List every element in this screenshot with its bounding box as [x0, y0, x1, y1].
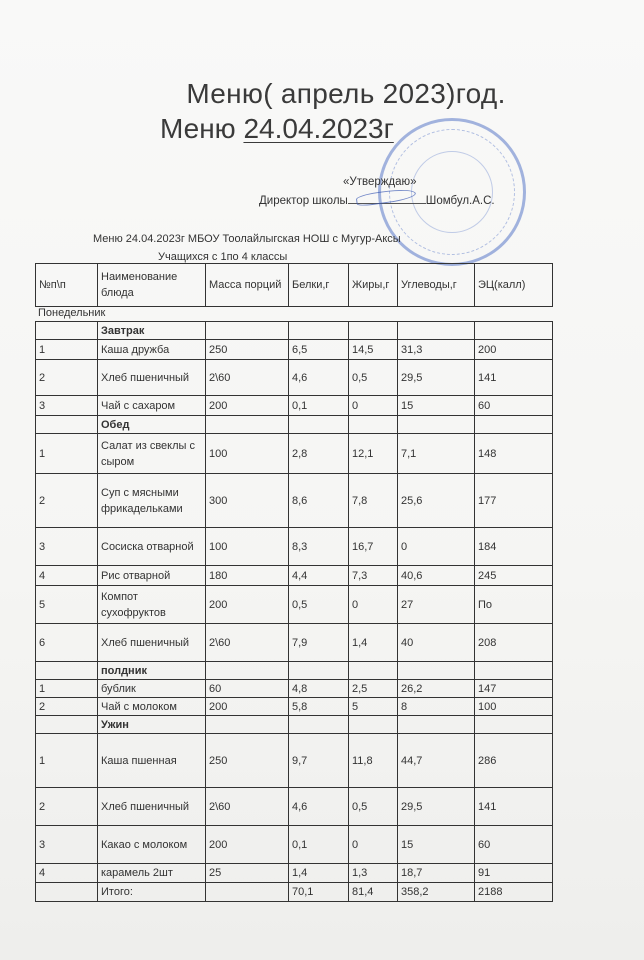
table-cell: 200 — [206, 396, 289, 416]
table-cell — [36, 883, 98, 902]
table-cell: 3 — [36, 396, 98, 416]
table-cell — [36, 662, 98, 680]
table-cell: 29,5 — [398, 788, 475, 826]
table-cell: 15 — [398, 396, 475, 416]
table-cell: 7,9 — [289, 624, 349, 662]
table-cell — [36, 716, 98, 734]
table-cell: 14,5 — [349, 340, 398, 360]
approval-label: «Утверждаю» — [343, 176, 417, 188]
table-cell: Хлеб пшеничный — [98, 624, 206, 662]
table-cell: Хлеб пшеничный — [98, 360, 206, 396]
table-cell: 8,3 — [289, 528, 349, 566]
table-cell — [206, 716, 289, 734]
table-cell: 1,4 — [289, 864, 349, 883]
table-cell: 208 — [475, 624, 553, 662]
table-cell: 200 — [475, 340, 553, 360]
table-cell: Каша дружба — [98, 340, 206, 360]
table-cell: бублик — [98, 680, 206, 698]
students-grade-range: Учащихся с 1по 4 классы — [158, 251, 288, 263]
header-cell: Углеводы,г — [398, 264, 475, 307]
table-cell: 9,7 — [289, 734, 349, 788]
header-cell: Масса порций — [206, 264, 289, 307]
table-cell: Обед — [98, 416, 206, 434]
table-cell: Суп с мясными фрикадельками — [98, 474, 206, 528]
table-cell: Чай с сахаром — [98, 396, 206, 416]
table-cell: 7,8 — [349, 474, 398, 528]
table-cell: 1 — [36, 340, 98, 360]
table-cell: 4,8 — [289, 680, 349, 698]
table-cell — [289, 716, 349, 734]
table-cell: Салат из свеклы с сыром — [98, 434, 206, 474]
table-row — [36, 788, 553, 826]
table-cell — [475, 416, 553, 434]
director-signature-line — [259, 193, 495, 207]
table-cell — [206, 883, 289, 902]
table-cell: 5,8 — [289, 698, 349, 716]
header-row — [36, 264, 553, 307]
table-cell: 2 — [36, 360, 98, 396]
table-cell — [349, 716, 398, 734]
table-row — [36, 360, 553, 396]
table-cell — [36, 322, 98, 340]
table-cell: 1,3 — [349, 864, 398, 883]
table-cell — [398, 716, 475, 734]
title-line-1: Меню( апрель 2023)год. — [186, 78, 506, 109]
meal-section-row — [36, 416, 553, 434]
table-cell: Ужин — [98, 716, 206, 734]
table-cell — [289, 416, 349, 434]
table-cell — [398, 322, 475, 340]
table-cell: 0,1 — [289, 826, 349, 864]
table-cell: 0 — [349, 826, 398, 864]
table-cell: 250 — [206, 340, 289, 360]
header-cell: ЭЦ(калл) — [475, 264, 553, 307]
table-cell: 7,1 — [398, 434, 475, 474]
table-cell: 2 — [36, 474, 98, 528]
table-cell: 4 — [36, 566, 98, 586]
table-cell — [36, 416, 98, 434]
table-cell: Чай с молоком — [98, 698, 206, 716]
table-cell: 5 — [349, 698, 398, 716]
table-cell: 26,2 — [398, 680, 475, 698]
table-cell: 0 — [349, 586, 398, 624]
table-cell: 5 — [36, 586, 98, 624]
table-cell: 148 — [475, 434, 553, 474]
table-cell: 147 — [475, 680, 553, 698]
table-cell: 12,1 — [349, 434, 398, 474]
table-cell: 1 — [36, 434, 98, 474]
table-cell: 29,5 — [398, 360, 475, 396]
table-cell: 100 — [206, 434, 289, 474]
table-cell: 91 — [475, 864, 553, 883]
director-name: Шомбул.А.С. — [425, 195, 495, 207]
menu-table — [35, 321, 553, 902]
table-cell: 141 — [475, 360, 553, 396]
header-cell: Наименование блюда — [98, 264, 206, 307]
table-cell: Рис отварной — [98, 566, 206, 586]
table-cell: 15 — [398, 826, 475, 864]
total-row — [36, 883, 553, 902]
table-cell: 184 — [475, 528, 553, 566]
table-cell — [475, 716, 553, 734]
header-cell: Жиры,г — [349, 264, 398, 307]
table-cell — [349, 416, 398, 434]
table-cell: 1 — [36, 680, 98, 698]
table-cell: 250 — [206, 734, 289, 788]
table-cell: 4,6 — [289, 360, 349, 396]
table-cell — [349, 322, 398, 340]
table-cell: Компот сухофруктов — [98, 586, 206, 624]
table-cell: Хлеб пшеничный — [98, 788, 206, 826]
table-cell: 25 — [206, 864, 289, 883]
table-cell: 27 — [398, 586, 475, 624]
table-cell: По — [475, 586, 553, 624]
menu-date: 24.04.2023г — [243, 113, 394, 144]
table-cell: 60 — [206, 680, 289, 698]
table-cell: 4,4 — [289, 566, 349, 586]
table-cell: Какао с молоком — [98, 826, 206, 864]
table-cell: 3 — [36, 528, 98, 566]
table-row — [36, 826, 553, 864]
table-cell: 0,5 — [349, 360, 398, 396]
table-row — [36, 340, 553, 360]
meal-section-row — [36, 662, 553, 680]
table-cell: 8 — [398, 698, 475, 716]
table-cell: Сосиска отварной — [98, 528, 206, 566]
menu-description: Меню 24.04.2023г МБОУ Тоолайлыгская НОШ с Мугур-Аксы — [93, 233, 401, 245]
table-cell — [206, 322, 289, 340]
table-cell: 4,6 — [289, 788, 349, 826]
table-cell: 18,7 — [398, 864, 475, 883]
header-cell: №п\п — [36, 264, 98, 307]
table-cell — [398, 416, 475, 434]
table-cell: 6 — [36, 624, 98, 662]
header-cell: Белки,г — [289, 264, 349, 307]
table-cell: 180 — [206, 566, 289, 586]
table-cell — [206, 662, 289, 680]
table-cell: 70,1 — [289, 883, 349, 902]
table-cell: 31,3 — [398, 340, 475, 360]
table-cell: 25,6 — [398, 474, 475, 528]
table-cell — [475, 662, 553, 680]
table-cell: 200 — [206, 826, 289, 864]
table-row — [36, 474, 553, 528]
table-cell: 1,4 — [349, 624, 398, 662]
table-cell: 0,5 — [349, 788, 398, 826]
table-cell — [289, 322, 349, 340]
table-cell — [398, 662, 475, 680]
table-cell: 0 — [398, 528, 475, 566]
table-cell: Завтрак — [98, 322, 206, 340]
table-cell: 177 — [475, 474, 553, 528]
table-row — [36, 698, 553, 716]
table-cell: 11,8 — [349, 734, 398, 788]
table-cell: 1 — [36, 734, 98, 788]
table-cell — [289, 662, 349, 680]
table-row — [36, 680, 553, 698]
table-row — [36, 734, 553, 788]
table-cell: 40 — [398, 624, 475, 662]
table-cell: 100 — [206, 528, 289, 566]
day-label: Понедельник — [38, 307, 106, 319]
title-line-2-prefix: Меню — [160, 113, 244, 144]
table-cell: 2 — [36, 788, 98, 826]
document-title — [0, 78, 644, 110]
table-cell: 44,7 — [398, 734, 475, 788]
table-row — [36, 528, 553, 566]
table-cell: 2\60 — [206, 788, 289, 826]
table-cell: 300 — [206, 474, 289, 528]
table-cell: 8,6 — [289, 474, 349, 528]
document-subtitle-date — [160, 113, 394, 145]
table-cell: 100 — [475, 698, 553, 716]
table-cell: 2\60 — [206, 360, 289, 396]
table-cell: 2188 — [475, 883, 553, 902]
table-cell: Итого: — [98, 883, 206, 902]
table-cell: 60 — [475, 396, 553, 416]
meal-section-row — [36, 716, 553, 734]
table-cell: 4 — [36, 864, 98, 883]
table-cell: 200 — [206, 698, 289, 716]
table-cell: 6,5 — [289, 340, 349, 360]
table-cell: 0,1 — [289, 396, 349, 416]
director-label: Директор школы — [259, 195, 348, 207]
table-cell: 245 — [475, 566, 553, 586]
menu-header-table — [35, 263, 553, 307]
table-cell: 2,8 — [289, 434, 349, 474]
table-cell — [206, 416, 289, 434]
table-cell: 40,6 — [398, 566, 475, 586]
table-row — [36, 586, 553, 624]
table-cell: 0,5 — [289, 586, 349, 624]
table-cell: 2 — [36, 698, 98, 716]
table-cell: полдник — [98, 662, 206, 680]
meal-section-row — [36, 322, 553, 340]
table-cell — [475, 322, 553, 340]
table-cell: 358,2 — [398, 883, 475, 902]
table-row — [36, 566, 553, 586]
table-cell: карамель 2шт — [98, 864, 206, 883]
table-row — [36, 624, 553, 662]
table-row — [36, 864, 553, 883]
table-cell: 3 — [36, 826, 98, 864]
table-cell: 2,5 — [349, 680, 398, 698]
table-cell: 81,4 — [349, 883, 398, 902]
table-cell: 60 — [475, 826, 553, 864]
signature-icon — [348, 193, 426, 204]
table-cell: 2\60 — [206, 624, 289, 662]
table-cell: 0 — [349, 396, 398, 416]
table-row — [36, 434, 553, 474]
table-cell: Каша пшенная — [98, 734, 206, 788]
table-cell: 16,7 — [349, 528, 398, 566]
table-cell: 7,3 — [349, 566, 398, 586]
table-cell: 141 — [475, 788, 553, 826]
table-cell: 286 — [475, 734, 553, 788]
table-cell: 200 — [206, 586, 289, 624]
table-cell — [349, 662, 398, 680]
table-row — [36, 396, 553, 416]
